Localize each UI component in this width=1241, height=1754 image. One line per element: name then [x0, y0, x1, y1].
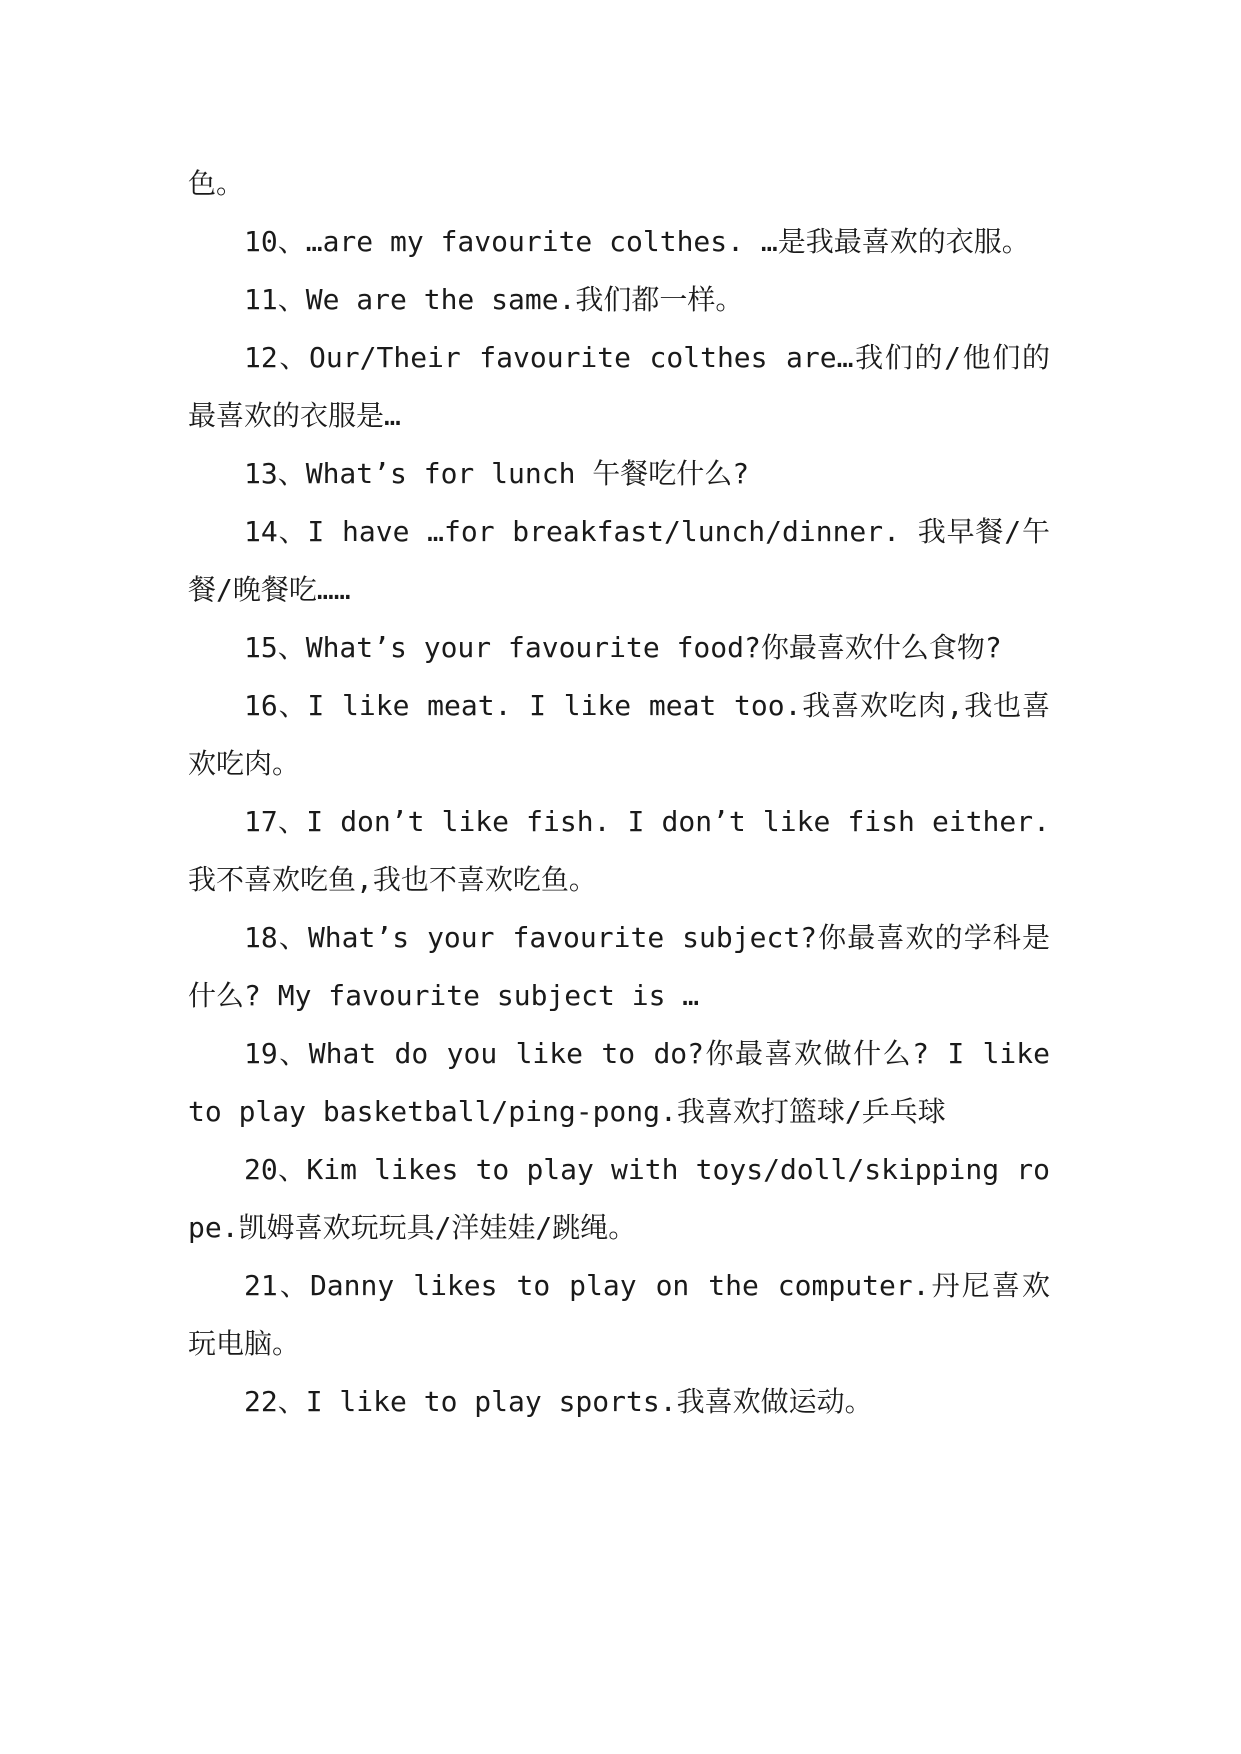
paragraph-13: 21、Danny likes to play on the computer.丹尼喜欢玩电脑。 — [188, 1269, 1050, 1360]
paragraph-4: 12、Our/Their favourite colthes are…我们的/他们的最喜欢的衣服是… — [188, 341, 1050, 432]
paragraph-7: 15、What’s your favourite food?你最喜欢什么食物? — [244, 631, 1002, 664]
paragraph-2: 10、…are my favourite colthes. …是我最喜欢的衣服。 — [244, 225, 1030, 258]
paragraph-12: 20、Kim likes to play with toys/doll/skipping rope.凯姆喜欢玩玩具/洋娃娃/跳绳。 — [188, 1153, 1050, 1244]
paragraph-14: 22、I like to play sports.我喜欢做运动。 — [244, 1385, 873, 1418]
paragraph-1: 色。 — [188, 167, 245, 200]
paragraph-6: 14、I have …for breakfast/lunch/dinner. 我早餐/午餐/晚餐吃…… — [188, 515, 1050, 606]
paragraph-5: 13、What’s for lunch 午餐吃什么? — [244, 457, 750, 490]
paragraph-8: 16、I like meat. I like meat too.我喜欢吃肉,我也喜欢吃肉。 — [188, 689, 1050, 780]
document-body — [188, 155, 1050, 1431]
paragraph-9: 17、I don’t like fish. I don’t like fish either.我不喜欢吃鱼,我也不喜欢吃鱼。 — [188, 805, 1050, 896]
paragraph-11: 19、What do you like to do?你最喜欢做什么? I like to play basketball/ping-pong.我喜欢打篮球/乒乓球 — [188, 1037, 1050, 1128]
paragraph-10: 18、What’s your favourite subject?你最喜欢的学科是什么? My favourite subject is … — [188, 921, 1050, 1012]
paragraph-3: 11、We are the same.我们都一样。 — [244, 283, 744, 316]
